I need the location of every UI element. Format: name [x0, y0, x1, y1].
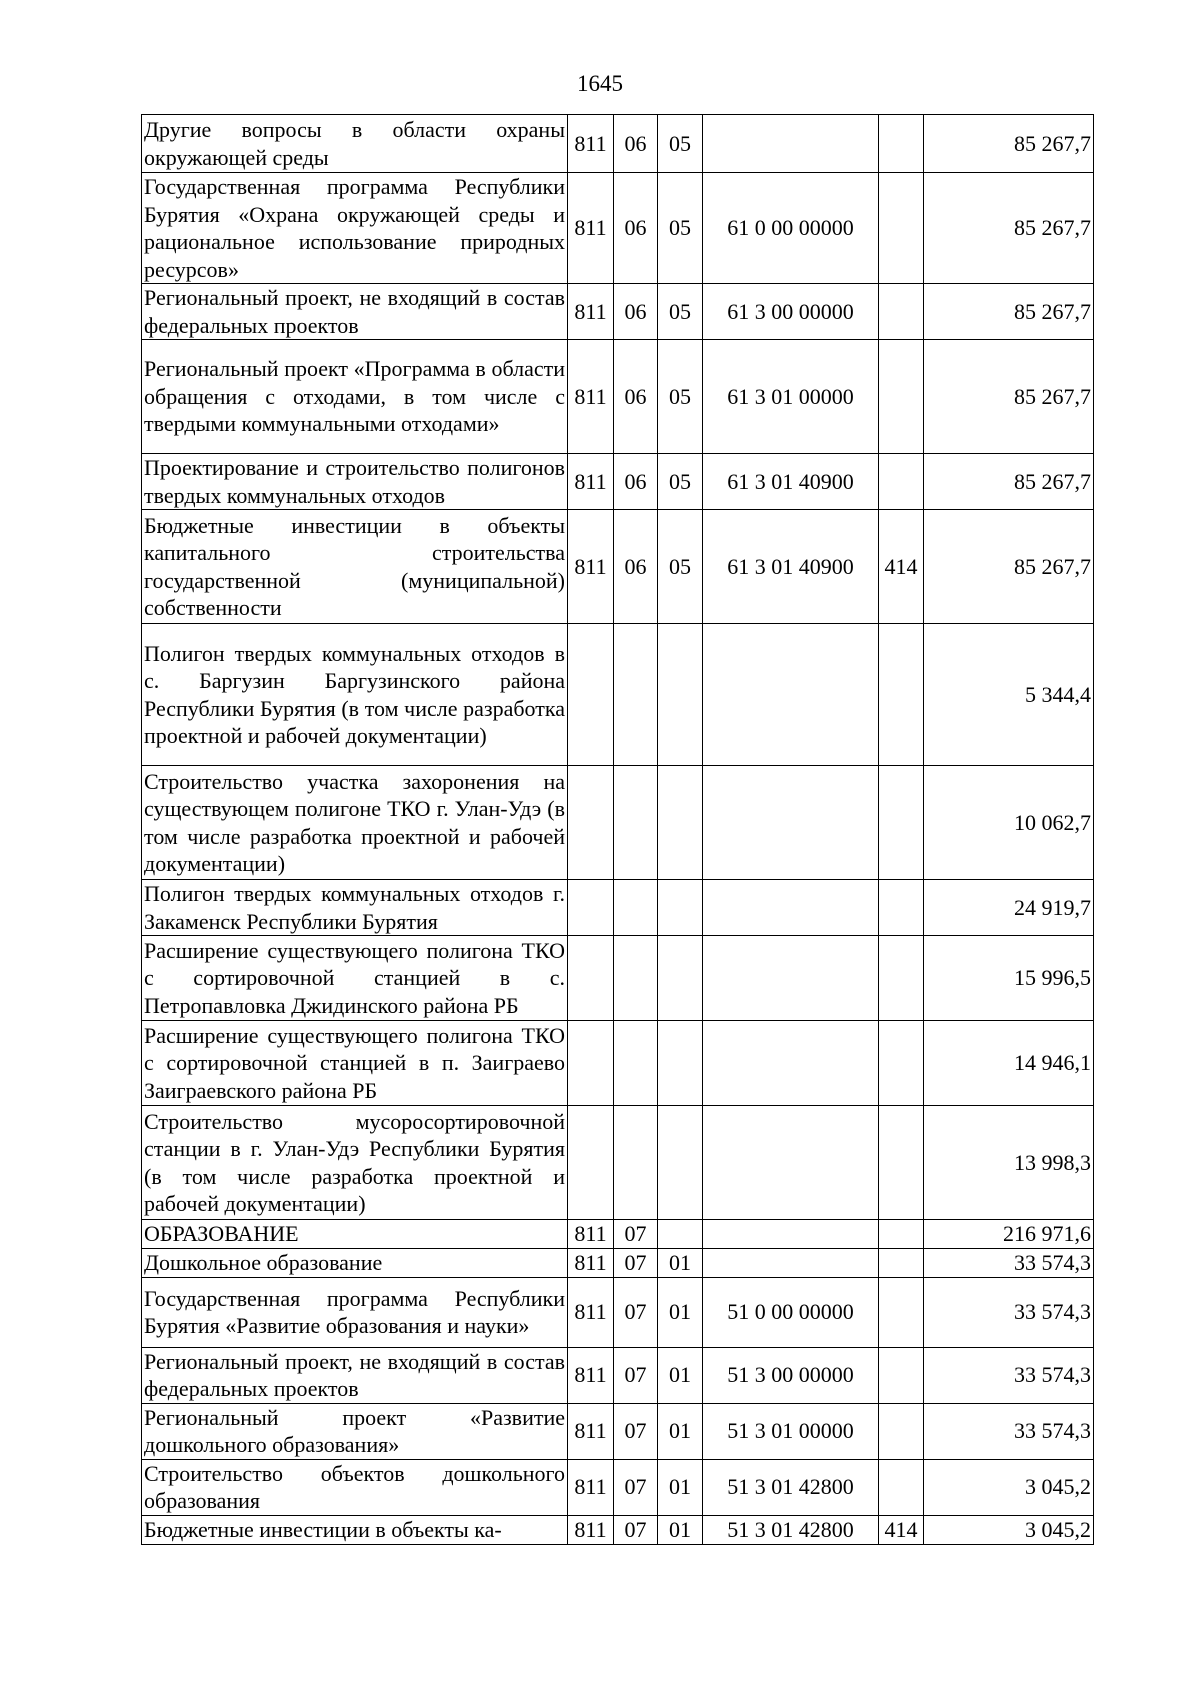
- row-csr: 61 3 01 00000: [703, 340, 879, 454]
- row-name: Государственная программа Республики Бурятия «Охрана окружающей среды и рациональное использование природных ресурсов»: [142, 173, 568, 284]
- row-name: Расширение существующего полигона ТКО с сортировочной станцией в п. Заиграево Заиграевского района РБ: [142, 1021, 568, 1106]
- row-ved: [568, 1106, 614, 1220]
- row-csr: [703, 880, 879, 936]
- row-name: Бюджетные инвестиции в объекты ка-: [142, 1515, 568, 1544]
- row-name: Региональный проект «Развитие дошкольного образования»: [142, 1403, 568, 1459]
- row-rz: 07: [614, 1515, 658, 1544]
- row-ved: 811: [568, 454, 614, 510]
- row-name: Строительство участка захоронения на существующем полигоне ТКО г. Улан-Удэ (в том числе разработка проектной и рабочей документации): [142, 766, 568, 880]
- row-pr: 01: [658, 1347, 703, 1403]
- row-sum: 85 267,7: [924, 340, 1094, 454]
- row-rz: 06: [614, 454, 658, 510]
- row-ved: 811: [568, 1347, 614, 1403]
- row-name: Дошкольное образование: [142, 1249, 568, 1278]
- row-sum: 85 267,7: [924, 510, 1094, 624]
- row-name: Строительство объектов дошкольного образования: [142, 1459, 568, 1515]
- row-ved: 811: [568, 340, 614, 454]
- row-rz: [614, 1021, 658, 1106]
- row-sum: 5 344,4: [924, 624, 1094, 766]
- row-vr: [879, 936, 924, 1021]
- row-name: Полигон твердых коммунальных отходов г. Закаменск Республики Бурятия: [142, 880, 568, 936]
- row-sum: 13 998,3: [924, 1106, 1094, 1220]
- row-sum: 24 919,7: [924, 880, 1094, 936]
- row-sum: 85 267,7: [924, 115, 1094, 173]
- row-ved: [568, 1021, 614, 1106]
- row-name: Региональный проект «Программа в области обращения с отходами, в том числе с твердыми коммунальными отходами»: [142, 340, 568, 454]
- row-rz: [614, 624, 658, 766]
- row-csr: 51 3 01 42800: [703, 1459, 879, 1515]
- row-vr: [879, 1347, 924, 1403]
- table-row: [142, 454, 1094, 510]
- row-sum: 10 062,7: [924, 766, 1094, 880]
- row-sum: 85 267,7: [924, 454, 1094, 510]
- row-sum: 14 946,1: [924, 1021, 1094, 1106]
- row-pr: [658, 766, 703, 880]
- row-csr: [703, 936, 879, 1021]
- row-vr: [879, 284, 924, 340]
- row-ved: 811: [568, 1515, 614, 1544]
- row-name: ОБРАЗОВАНИЕ: [142, 1220, 568, 1249]
- row-ved: [568, 880, 614, 936]
- row-vr: [879, 115, 924, 173]
- table-row: [142, 624, 1094, 766]
- row-rz: 06: [614, 340, 658, 454]
- row-rz: 07: [614, 1277, 658, 1347]
- row-ved: 811: [568, 284, 614, 340]
- table-row: [142, 1403, 1094, 1459]
- row-csr: 61 3 00 00000: [703, 284, 879, 340]
- row-vr: 414: [879, 510, 924, 624]
- row-ved: [568, 936, 614, 1021]
- page-number: 1645: [577, 71, 623, 96]
- row-pr: 01: [658, 1403, 703, 1459]
- row-csr: [703, 1021, 879, 1106]
- row-csr: [703, 115, 879, 173]
- table-row: [142, 1515, 1094, 1544]
- row-vr: [879, 173, 924, 284]
- row-rz: [614, 766, 658, 880]
- row-rz: 06: [614, 173, 658, 284]
- row-vr: [879, 624, 924, 766]
- row-rz: 07: [614, 1220, 658, 1249]
- row-sum: 15 996,5: [924, 936, 1094, 1021]
- table-row: [142, 1220, 1094, 1249]
- row-pr: 05: [658, 115, 703, 173]
- row-vr: [879, 766, 924, 880]
- row-ved: 811: [568, 510, 614, 624]
- row-sum: 85 267,7: [924, 173, 1094, 284]
- row-sum: 33 574,3: [924, 1347, 1094, 1403]
- table-row: [142, 1459, 1094, 1515]
- row-vr: [879, 1403, 924, 1459]
- row-pr: [658, 1220, 703, 1249]
- row-rz: 06: [614, 284, 658, 340]
- row-name: Полигон твердых коммунальных отходов в с. Баргузин Баргузинского района Республики Бурятия (в том числе разработка проектной и рабочей документации): [142, 624, 568, 766]
- row-pr: 01: [658, 1249, 703, 1278]
- row-pr: 05: [658, 340, 703, 454]
- row-vr: [879, 454, 924, 510]
- table-row: [142, 766, 1094, 880]
- table-row: [142, 173, 1094, 284]
- row-vr: [879, 1277, 924, 1347]
- row-csr: [703, 624, 879, 766]
- row-pr: 05: [658, 173, 703, 284]
- row-csr: [703, 1106, 879, 1220]
- row-pr: [658, 1106, 703, 1220]
- row-name: Государственная программа Республики Бурятия «Развитие образования и науки»: [142, 1277, 568, 1347]
- table-row: [142, 1277, 1094, 1347]
- table-row: [142, 1249, 1094, 1278]
- row-csr: 51 0 00 00000: [703, 1277, 879, 1347]
- row-pr: 05: [658, 454, 703, 510]
- table-row: [142, 1106, 1094, 1220]
- row-ved: 811: [568, 173, 614, 284]
- row-ved: [568, 624, 614, 766]
- row-sum: 3 045,2: [924, 1515, 1094, 1544]
- table-row: [142, 936, 1094, 1021]
- row-ved: 811: [568, 115, 614, 173]
- row-ved: 811: [568, 1277, 614, 1347]
- row-csr: 51 3 00 00000: [703, 1347, 879, 1403]
- row-csr: 61 3 01 40900: [703, 454, 879, 510]
- table-row: [142, 1347, 1094, 1403]
- row-rz: 07: [614, 1249, 658, 1278]
- row-vr: [879, 1220, 924, 1249]
- row-ved: 811: [568, 1459, 614, 1515]
- row-pr: 01: [658, 1515, 703, 1544]
- table-row: [142, 510, 1094, 624]
- row-rz: [614, 1106, 658, 1220]
- row-pr: [658, 880, 703, 936]
- row-sum: 216 971,6: [924, 1220, 1094, 1249]
- row-pr: 05: [658, 510, 703, 624]
- row-csr: 61 0 00 00000: [703, 173, 879, 284]
- table-row: [142, 340, 1094, 454]
- row-rz: 06: [614, 510, 658, 624]
- row-pr: [658, 1021, 703, 1106]
- row-rz: 06: [614, 115, 658, 173]
- row-name: Региональный проект, не входящий в состав федеральных проектов: [142, 284, 568, 340]
- row-sum: 33 574,3: [924, 1277, 1094, 1347]
- row-csr: [703, 766, 879, 880]
- row-sum: 85 267,7: [924, 284, 1094, 340]
- row-sum: 3 045,2: [924, 1459, 1094, 1515]
- row-ved: 811: [568, 1403, 614, 1459]
- row-pr: [658, 624, 703, 766]
- table-row: [142, 880, 1094, 936]
- row-pr: 01: [658, 1459, 703, 1515]
- row-vr: [879, 340, 924, 454]
- row-name: Строительство мусоросортировочной станции в г. Улан-Удэ Республики Бурятия (в том числе разработка проектной и рабочей документации): [142, 1106, 568, 1220]
- row-csr: 61 3 01 40900: [703, 510, 879, 624]
- row-csr: 51 3 01 42800: [703, 1515, 879, 1544]
- row-csr: 51 3 01 00000: [703, 1403, 879, 1459]
- row-rz: [614, 936, 658, 1021]
- row-name: Бюджетные инвестиции в объекты капитального строительства государственной (муниципальной) собственности: [142, 510, 568, 624]
- table-row: [142, 115, 1094, 173]
- budget-table: [141, 114, 1094, 1545]
- row-rz: 07: [614, 1459, 658, 1515]
- row-ved: 811: [568, 1249, 614, 1278]
- row-ved: 811: [568, 1220, 614, 1249]
- table-row: [142, 1021, 1094, 1106]
- row-ved: [568, 766, 614, 880]
- row-rz: 07: [614, 1403, 658, 1459]
- row-vr: [879, 880, 924, 936]
- row-rz: 07: [614, 1347, 658, 1403]
- row-vr: [879, 1249, 924, 1278]
- row-pr: 01: [658, 1277, 703, 1347]
- row-rz: [614, 880, 658, 936]
- row-sum: 33 574,3: [924, 1249, 1094, 1278]
- table-row: [142, 284, 1094, 340]
- row-vr: [879, 1021, 924, 1106]
- row-vr: 414: [879, 1515, 924, 1544]
- row-sum: 33 574,3: [924, 1403, 1094, 1459]
- row-name: Проектирование и строительство полигонов твердых коммунальных отходов: [142, 454, 568, 510]
- row-vr: [879, 1106, 924, 1220]
- row-name: Расширение существующего полигона ТКО с сортировочной станцией в с. Петропавловка Джидинского района РБ: [142, 936, 568, 1021]
- row-csr: [703, 1249, 879, 1278]
- row-name: Региональный проект, не входящий в состав федеральных проектов: [142, 1347, 568, 1403]
- row-pr: [658, 936, 703, 1021]
- row-csr: [703, 1220, 879, 1249]
- row-name: Другие вопросы в области охраны окружающей среды: [142, 115, 568, 173]
- row-pr: 05: [658, 284, 703, 340]
- row-vr: [879, 1459, 924, 1515]
